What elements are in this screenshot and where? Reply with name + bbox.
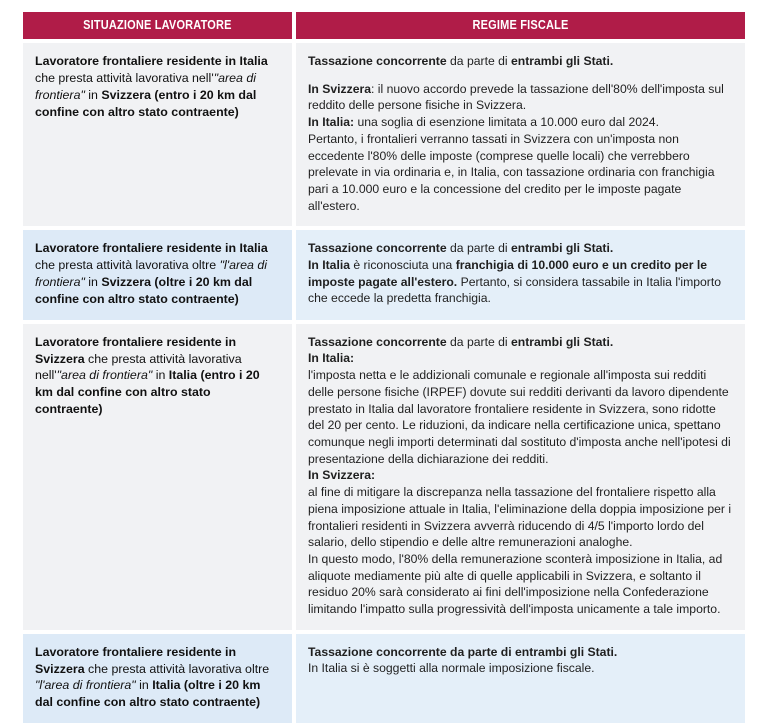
table-row: [23, 230, 745, 319]
column-header-regime-fiscale: [296, 12, 745, 39]
regime-text-4: Tassazione concorrente da parte di entrambi gli Stati. In Italia si è soggetti alla normale imposizione fiscale.: [308, 644, 618, 676]
cell-situazione-4: [23, 634, 292, 723]
table-header-row: [23, 12, 745, 39]
regime-text-1: Tassazione concorrente da parte di entrambi gli Stati. In Svizzera: il nuovo accordo prevede la tassazione dell'80% dell'imposta sul reddito delle persone fisiche in Svizzera. In Italia: una soglia di esenzione limitata a 10.000 euro dal 2024. Pertanto, i frontalieri verranno tassati in Svizzera con un'imposta non eccedente l'80% delle imposte (comprese quelle locali) che verrebbero prelevate in via ordinaria e, in Italia, con tassazione ordinaria con franchigia pari a 10.000 euro e la concessione del credito per le imposte pagate all'estero.: [308, 54, 724, 213]
table-row: [23, 43, 745, 226]
regime-text-2: Tassazione concorrente da parte di entrambi gli Stati. In Italia è riconosciuta una franchigia di 10.000 euro e un credito per le imposte pagate all'estero. Pertanto, si considera tassabile in Italia l'importo che eccede la predetta franchigia.: [308, 241, 722, 306]
table-row: [23, 324, 745, 630]
column-header-situazione-label: SITUAZIONE LAVORATORE: [83, 18, 232, 32]
cell-situazione-1: [23, 43, 292, 226]
situazione-text-1: Lavoratore frontaliere residente in Italia che presta attività lavorativa nell'"area di frontiera" in Svizzera (entro i 20 km dal confine con altro stato contraente): [35, 54, 268, 119]
situazione-text-4: Lavoratore frontaliere residente in Svizzera che presta attività lavorativa oltre "l'area di frontiera" in Italia (oltre i 20 km dal confine con altro stato contraente): [35, 644, 270, 710]
cell-situazione-2: [23, 230, 292, 319]
cell-situazione-3: [23, 324, 292, 630]
cell-regime-1: [296, 43, 745, 226]
table-row: [23, 634, 745, 723]
cell-regime-2: [296, 230, 745, 319]
column-header-situazione-lavoratore: [23, 12, 292, 39]
cell-regime-3: [296, 324, 745, 630]
situazione-text-3: Lavoratore frontaliere residente in Svizzera che presta attività lavorativa nell'"area di frontiera" in Italia (entro i 20 km dal confine con altro stato contraente): [35, 334, 260, 417]
column-header-regime-label: REGIME FISCALE: [472, 18, 569, 32]
frontalieri-tax-table: [23, 12, 745, 727]
situazione-text-2: Lavoratore frontaliere residente in Italia che presta attività lavorativa oltre "l'area di frontiera" in Svizzera (oltre i 20 km dal confine con altro stato contraente): [35, 241, 268, 306]
cell-regime-4: [296, 634, 745, 723]
regime-text-3: Tassazione concorrente da parte di entrambi gli Stati. In Italia: l'imposta netta e le addizionali comunale e regionale all'imposta sui redditi delle persone fisiche (IRPEF) dovute sui redditi derivanti da lavoro dipendente prestato in Italia dal lavoratore frontaliere residente in Svizzera, sono ridotte del 20 per cento. Le riduzioni, da indicare nella certificazione unica, spettano comunque negli importi determinati dal sostituto d'imposta anche nell'ipotesi di presentazione della dichiarazione dei redditi. In Svizzera: al fine di mitigare la discrepanza nella tassazione del frontaliere rispetto alla piena imposizione attuale in Italia, l'eliminazione della doppia imposizione per i frontalieri residenti in Svizzera avverrà riducendo di 4/5 l'importo lordo del salario, dello stipendio e delle altre remunerazioni analoghe. In questo modo, l'80% della remunerazione sconterà imposizione in Italia, ad aliquote mediamente più alte di quelle applicabili in Svizzera, e soltanto il residuo 20% sarà considerato ai fini dell'imposizione nella Confederazione limitando l'impatto sulla progressività dell'imposta unicamente a tale importo.: [308, 334, 732, 617]
